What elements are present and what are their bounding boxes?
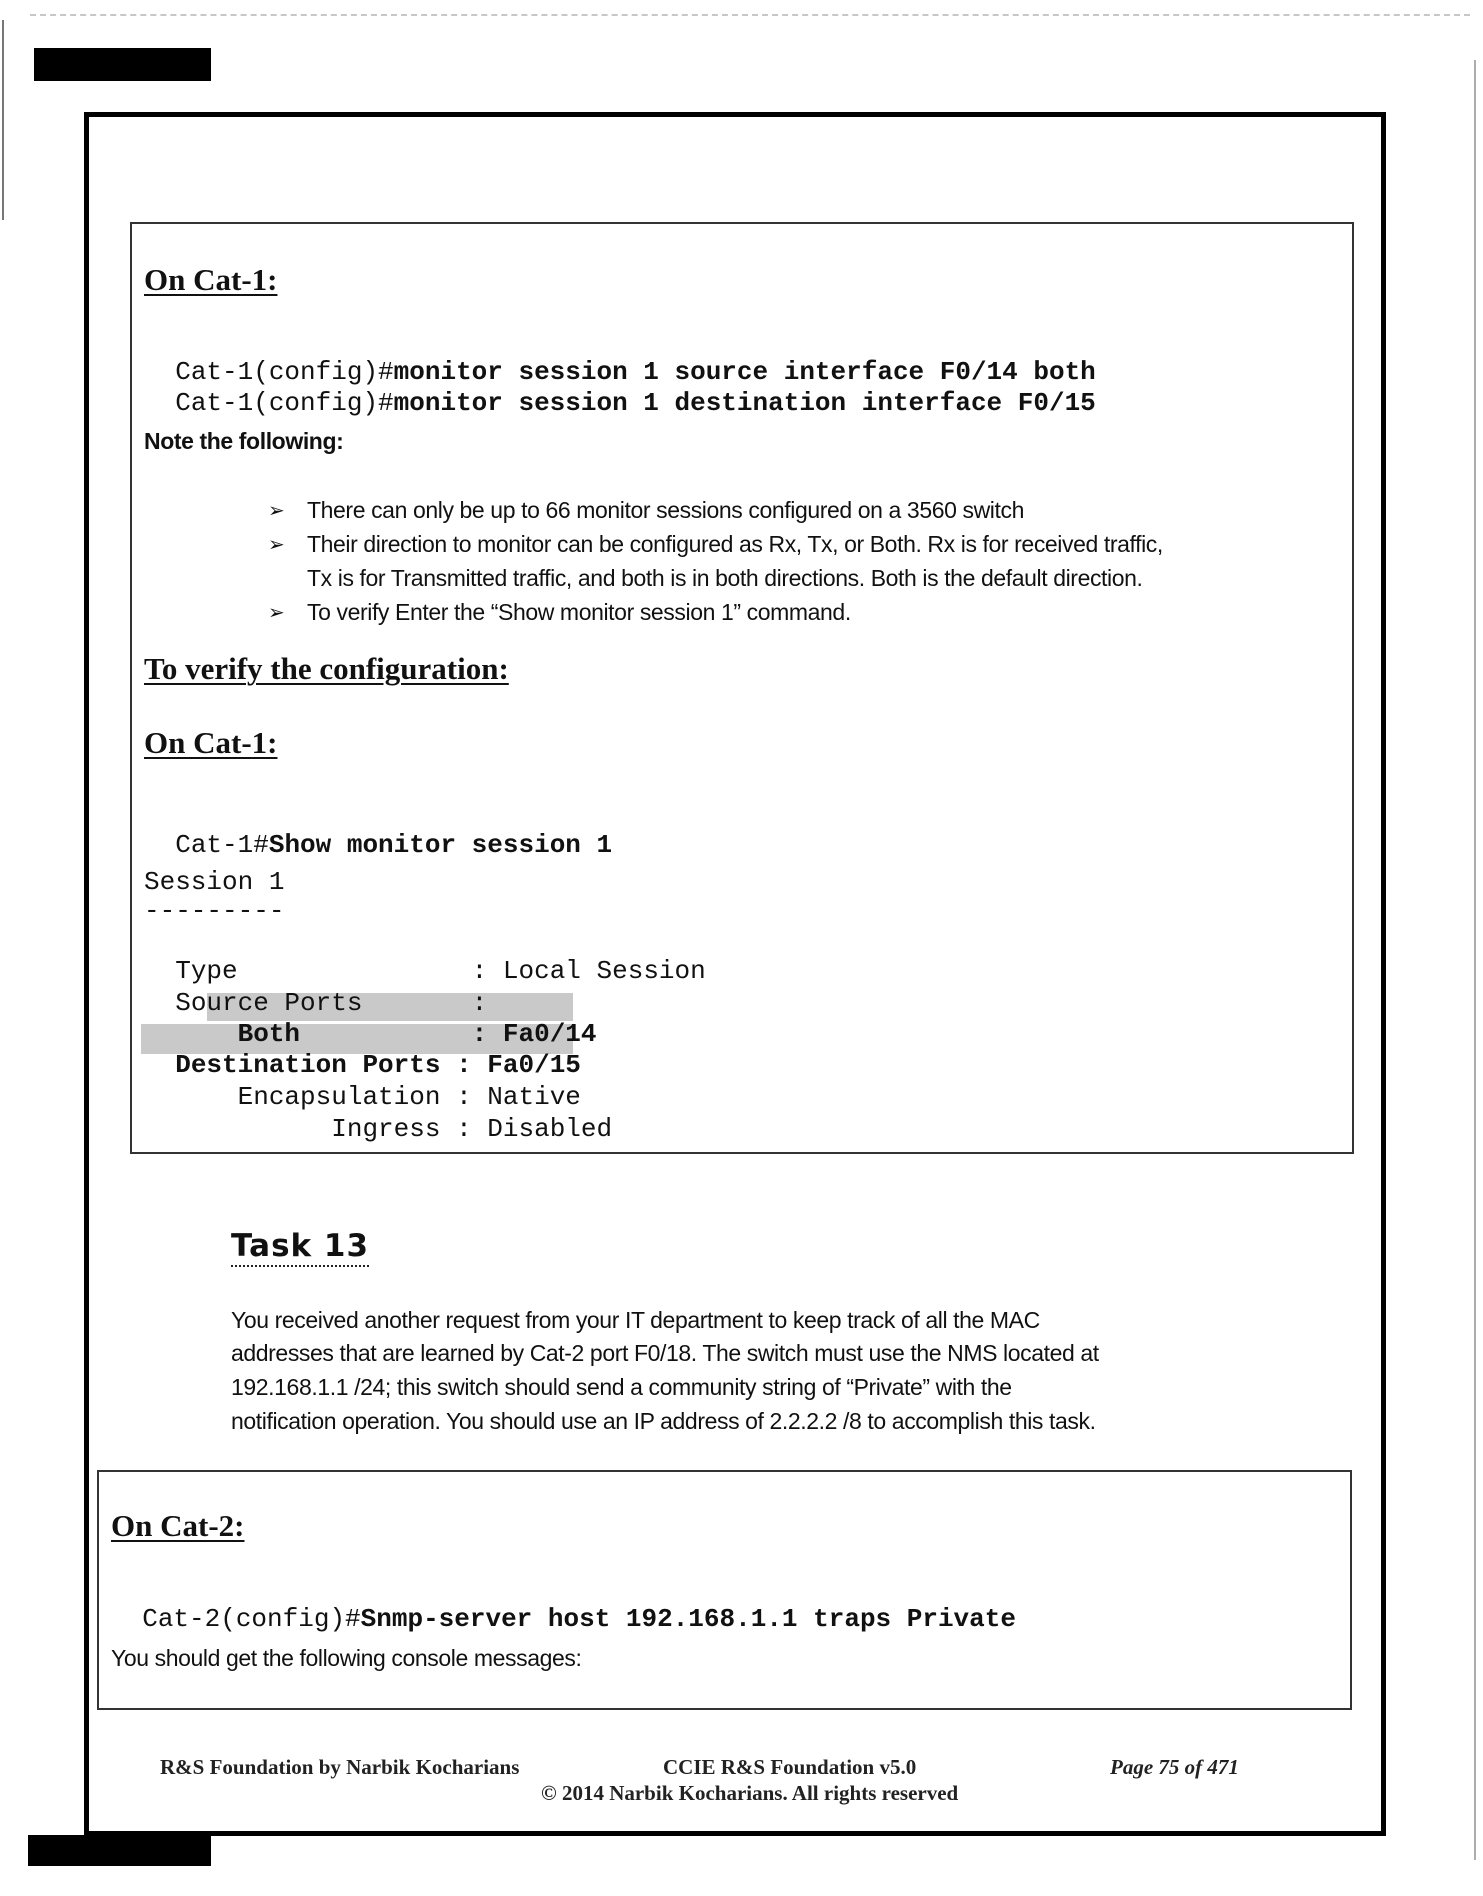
output-sep: : <box>456 1114 488 1144</box>
output-sep: : <box>456 1082 488 1112</box>
cli-command: Show monitor session 1 <box>268 830 613 860</box>
output-value: Fa0/14 <box>502 1019 597 1049</box>
note-label: Note the following: <box>144 428 344 454</box>
output-label: Both <box>175 1019 457 1049</box>
output-label: Type <box>175 956 457 986</box>
output-row-ingress <box>144 1090 612 1142</box>
redaction-bar-bottom <box>28 1835 211 1866</box>
cli-command: monitor session 1 source interface F0/14 both <box>393 357 1096 387</box>
console-note: You should get the following console messages: <box>111 1645 582 1671</box>
output-sep: : <box>456 956 503 986</box>
output-label: Destination Ports <box>175 1050 457 1080</box>
task-paragraph-line: You received another request from your IT department to keep track of all the MAC <box>231 1307 1040 1333</box>
cli-prompt: Cat-1# <box>175 830 269 860</box>
command-line <box>144 364 1096 416</box>
arrow-bullet-icon: ➢ <box>268 532 285 556</box>
task-paragraph-line: notification operation. You should use an IP address of 2.2.2.2 /8 to accomplish this task. <box>231 1408 1096 1434</box>
output-value: Local Session <box>502 956 706 986</box>
note-bullet: There can only be up to 66 monitor sessions configured on a 3560 switch <box>307 497 1024 523</box>
cli-command: Snmp-server host 192.168.1.1 traps Private <box>360 1604 1016 1634</box>
arrow-bullet-icon: ➢ <box>268 600 285 624</box>
output-label: Encapsulation <box>175 1082 457 1112</box>
task-paragraph-line: addresses that are learned by Cat-2 port F0/18. The switch must use the NMS located at <box>231 1340 1099 1366</box>
scan-edge-left <box>2 20 4 220</box>
task-paragraph-line: 192.168.1.1 /24; this switch should send a community string of “Private” with the <box>231 1374 1012 1400</box>
scan-edge-top <box>30 14 1470 16</box>
output-value: Fa0/15 <box>487 1050 581 1080</box>
output-sep: : <box>456 1019 503 1049</box>
footer-title: CCIE R&S Foundation v5.0 <box>663 1755 917 1779</box>
cli-prompt: Cat-2(config)# <box>142 1604 361 1634</box>
command-line <box>111 1580 1016 1632</box>
output-value: Native <box>487 1082 581 1112</box>
page-number: Page 75 of 471 <box>1110 1755 1239 1779</box>
note-bullet: To verify Enter the “Show monitor session 1” command. <box>307 599 851 625</box>
output-divider: --------- <box>144 896 285 926</box>
section-heading-cat1: On Cat-1: <box>144 262 278 297</box>
section-heading-verify: To verify the configuration: <box>144 651 509 686</box>
section-heading-cat1-verify: On Cat-1: <box>144 725 278 760</box>
footer-copyright: © 2014 Narbik Kocharians. All rights reserved <box>541 1781 959 1805</box>
footer-author: R&S Foundation by Narbik Kocharians <box>160 1755 520 1779</box>
cli-prompt: Cat-1(config)# <box>175 357 394 387</box>
command-line <box>144 806 612 858</box>
output-sep: : <box>456 1050 488 1080</box>
cli-command: monitor session 1 destination interface F0/15 <box>393 388 1096 418</box>
cli-prompt: Cat-1(config)# <box>175 388 394 418</box>
output-value: Disabled <box>487 1114 613 1144</box>
note-bullet-continuation: Tx is for Transmitted traffic, and both is in both directions. Both is the default direction. <box>307 565 1143 591</box>
output-label: Source Ports <box>175 988 457 1018</box>
arrow-bullet-icon: ➢ <box>268 498 285 522</box>
output-sep: : <box>456 988 488 1018</box>
note-bullet: Their direction to monitor can be configured as Rx, Tx, or Both. Rx is for received traffic, <box>307 531 1163 557</box>
output-label: Ingress <box>175 1114 457 1144</box>
section-heading-cat2: On Cat-2: <box>111 1508 245 1543</box>
scan-edge-right <box>1474 60 1476 1860</box>
output-session-title: Session 1 <box>144 867 285 897</box>
redaction-bar-top <box>34 48 211 81</box>
task-title: Task 13 <box>231 1228 369 1267</box>
